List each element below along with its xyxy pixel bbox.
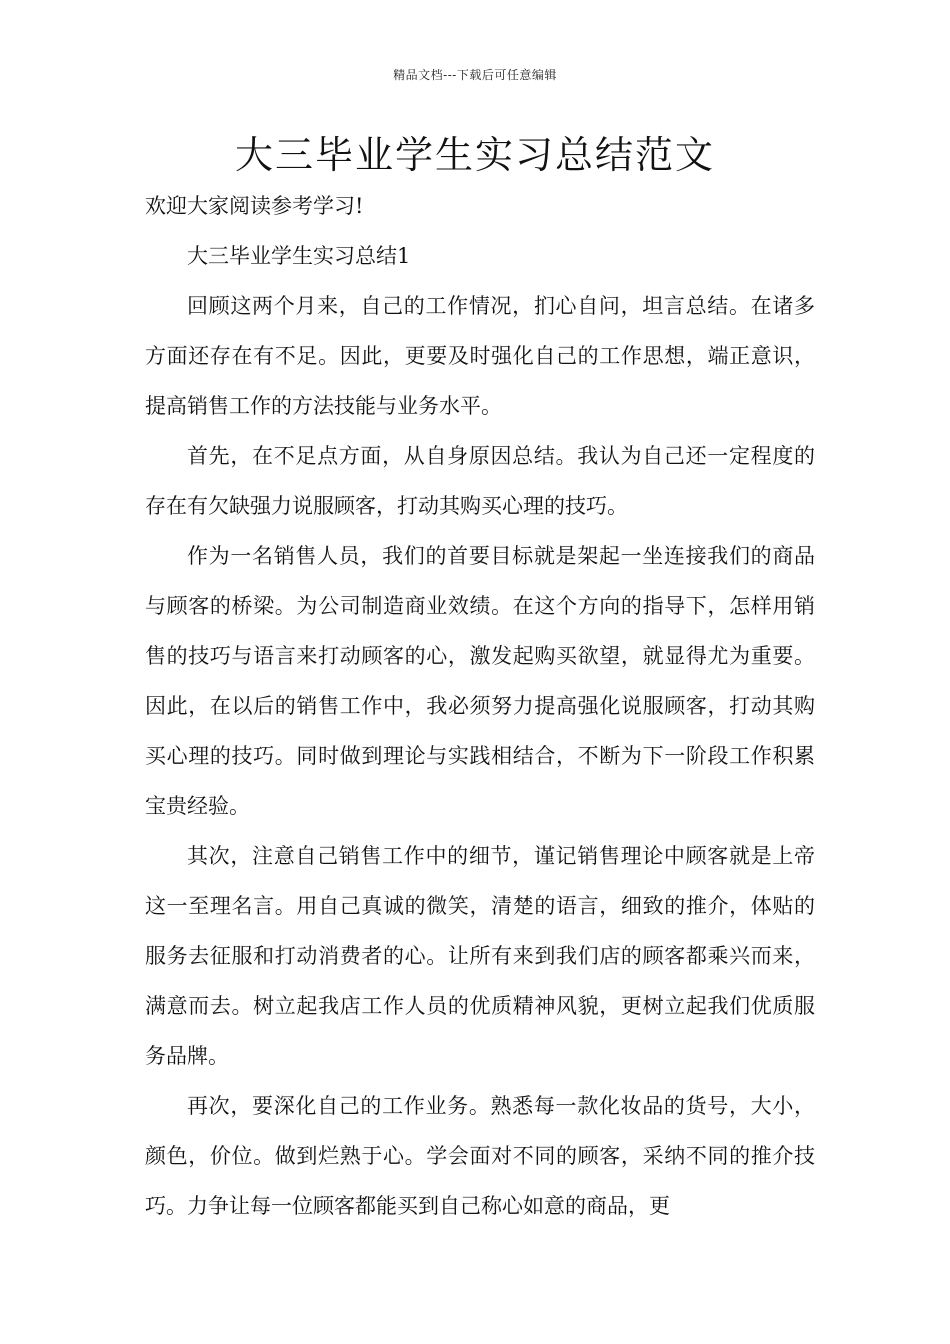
document-title: 大三毕业学生实习总结范文	[234, 133, 715, 177]
body-paragraph-4: 其次，注意自己销售工作中的细节，谨记销售理论中顾客就是上帝这一至理名言。用自己真诚的微笑，清楚的语言，细致的推介，体贴的服务去征服和打动消费者的心。让所有来到我们店的顾客都乘兴而来，满意而去。树立起我店工作人员的优质精神风貌，更树立起我们优质服务品牌。	[145, 844, 815, 1068]
body-paragraph-3: 作为一名销售人员，我们的首要目标就是架起一坐连接我们的商品与顾客的桥梁。为公司制造商业效绩。在这个方向的指导下，怎样用销售的技巧与语言来打动顾客的心，激发起购买欲望，就显得尤为重要。因此，在以后的销售工作中，我必须努力提高强化说服顾客，打动其购买心理的技巧。同时做到理论与实践相结合，不断为下一阶段工作积累宝贵经验。	[145, 544, 815, 818]
body-paragraph-2: 首先，在不足点方面，从自身原因总结。我认为自己还一定程度的存在有欠缺强力说服顾客，打动其购买心理的技巧。	[145, 444, 815, 518]
header-note: 精品文档---下载后可任意编辑	[393, 68, 557, 82]
document-body	[145, 181, 815, 1231]
greeting-line: 欢迎大家阅读参考学习!	[145, 194, 364, 218]
body-paragraph-5: 再次，要深化自己的工作业务。熟悉每一款化妆品的货号，大小，颜色，价位。做到烂熟于心。学会面对不同的顾客，采纳不同的推介技巧。力争让每一位顾客都能买到自己称心如意的商品，更	[145, 1094, 815, 1218]
section-heading: 大三毕业学生实习总结1	[187, 244, 411, 268]
body-paragraph-1: 回顾这两个月来，自己的工作情况，扪心自问，坦言总结。在诸多方面还存在有不足。因此，更要及时强化自己的工作思想，端正意识，提高销售工作的方法技能与业务水平。	[145, 294, 815, 418]
